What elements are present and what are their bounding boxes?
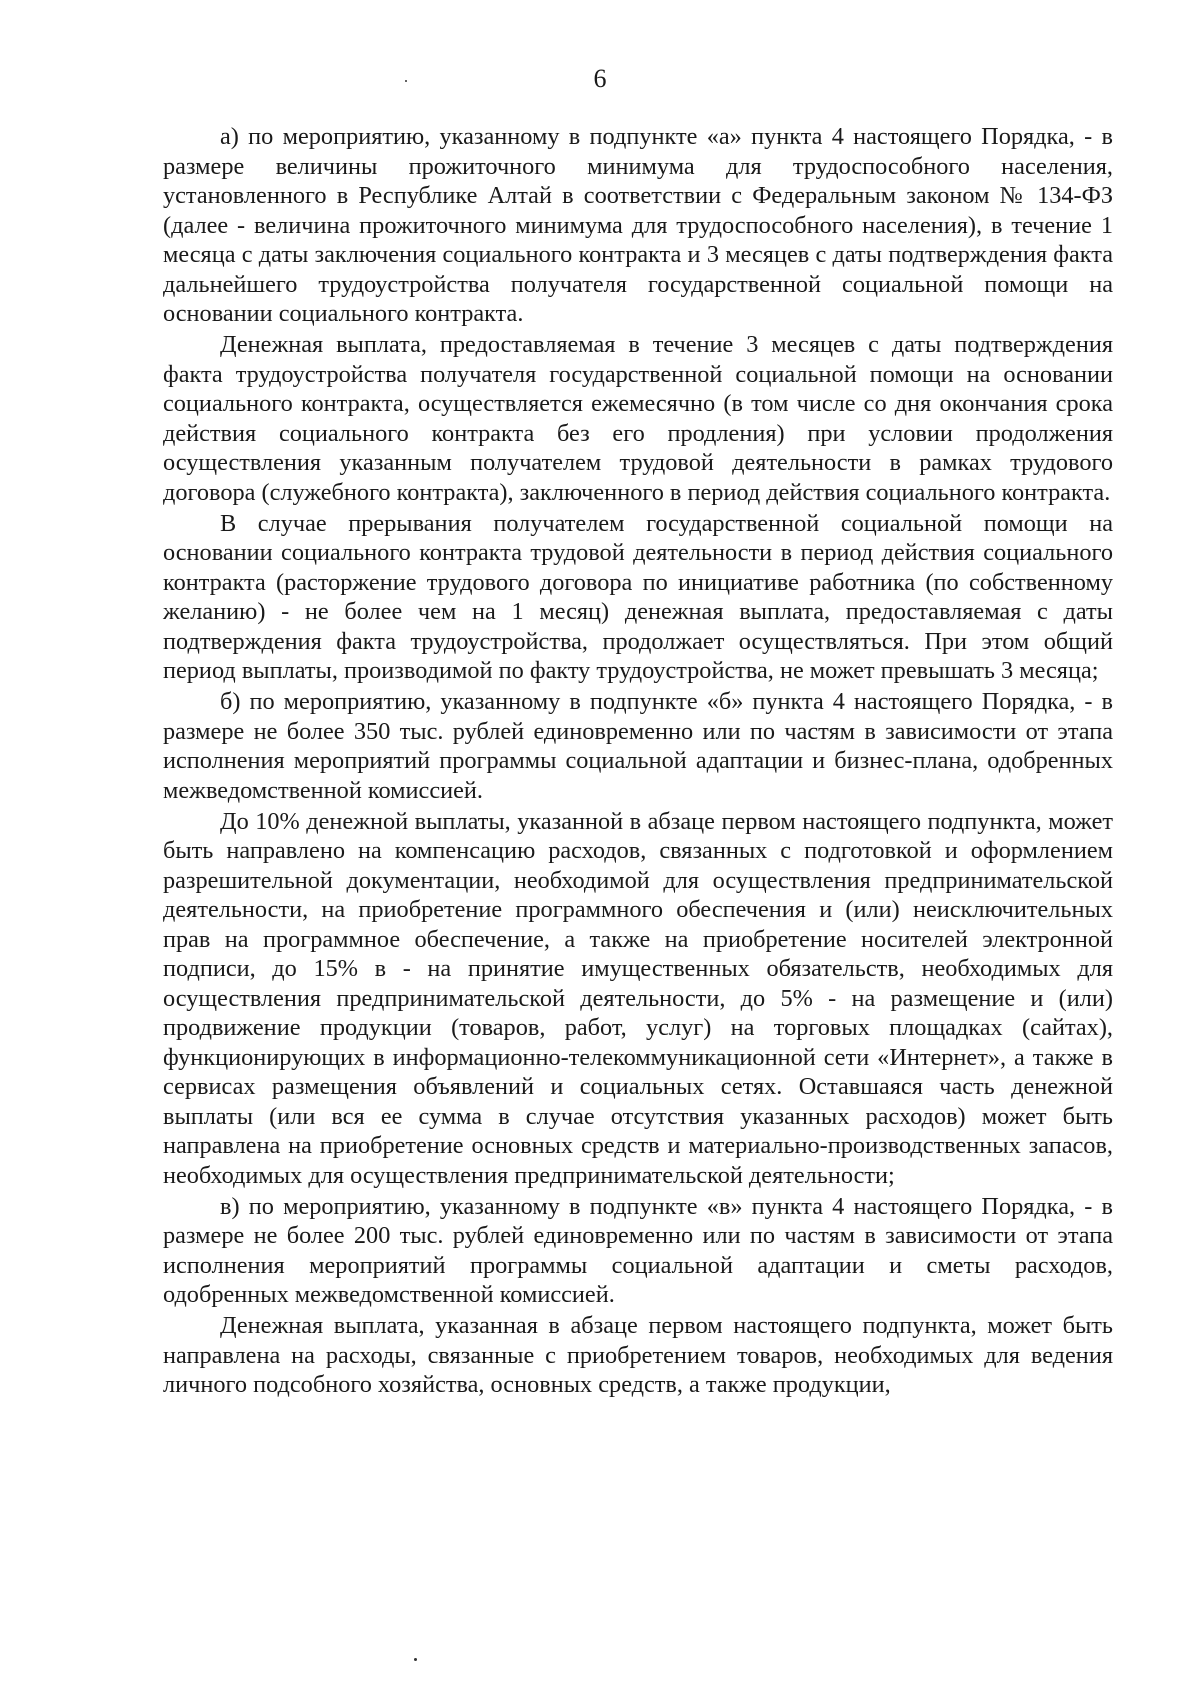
- paragraph-v-expenses: Денежная выплата, указанная в абзаце первом настоящего подпункта, может быть направлена на расходы, связанные с приобретением товаров, необходимых для ведения личного подсобного хозяйства, основных средств, а также продукции,: [163, 1312, 1113, 1398]
- paragraph-b-expense-shares: До 10% денежной выплаты, указанной в абзаце первом настоящего подпункта, может быть направлено на компенсацию расходов, связанных с подготовкой и оформлением разрешительной документации, необходимой для осуществления предпринимательской деятельности, на приобретение программного обеспечения и (или) неисключительных прав на программное обеспечение, а также на приобретение носителей электронной подписи, до 15% в - на принятие имущественных обязательств, необходимых для осуществления предпринимательской деятельности, до 5% - на размещение и (или) продвижение продукции (товаров, работ, услуг) на торговых площадках (сайтах), функционирующих в информационно-телекоммуникационной сети «Интернет», а также в сервисах размещения объявлений и социальных сетях. Оставшаяся часть денежной выплаты (или вся ее сумма в случае отсутствия указанных расходов) может быть направлена на приобретение основных средств и материально-производственных запасов, необходимых для осуществления предпринимательской деятельности;: [163, 807, 1113, 1189]
- paragraph-a-payment: а) по мероприятию, указанному в подпункте «а» пункта 4 настоящего Порядка, - в размере величины прожиточного минимума для трудоспособного населения, установленного в Республике Алтай в соответствии с Федеральным законом № 134-ФЗ (далее - величина прожиточного минимума для трудоспособного населения), в течение 1 месяца с даты заключения социального контракта и 3 месяцев с даты подтверждения факта дальнейшего трудоустройства получателя государственной социальной помощи на основании социального контракта.: [163, 123, 1113, 327]
- paragraph-v-payment: в) по мероприятию, указанному в подпункте «в» пункта 4 настоящего Порядка, - в размере не более 200 тыс. рублей единовременно или по частям в зависимости от этапа исполнения мероприятий программы социальной адаптации и сметы расходов, одобренных межведомственной комиссией.: [163, 1192, 1113, 1308]
- paragraph-monthly-payment: Денежная выплата, предоставляемая в течение 3 месяцев с даты подтверждения факта трудоустройства получателя государственной социальной помощи на основании социального контракта, осуществляется ежемесячно (в том числе со дня окончания срока действия социального контракта без его продления) при условии продолжения осуществления указанным получателем трудовой деятельности в рамках трудового договора (служебного контракта), заключенного в период действия социального контракта.: [163, 331, 1113, 506]
- document-body: [163, 122, 1113, 1401]
- scan-speck-bottom: [414, 1658, 417, 1661]
- paragraph-employment-interruption: В случае прерывания получателем государственной социальной помощи на основании социального контракта трудовой деятельности в период действия социального контракта (расторжение трудового договора по инициативе работника (по собственному желанию) - не более чем на 1 месяц) денежная выплата, предоставляемая с даты подтверждения факта трудоустройства, продолжает осуществляться. При этом общий период выплаты, производимой по факту трудоустройства, не может превышать 3 месяца;: [163, 509, 1113, 684]
- paragraph-b-payment: б) по мероприятию, указанному в подпункте «б» пункта 4 настоящего Порядка, - в размере не более 350 тыс. рублей единовременно или по частям в зависимости от этапа исполнения мероприятий программы социальной адаптации и бизнес-плана, одобренных межведомственной комиссией.: [163, 688, 1113, 804]
- scan-speck-top: [405, 80, 407, 82]
- page-number: 6: [593, 64, 607, 93]
